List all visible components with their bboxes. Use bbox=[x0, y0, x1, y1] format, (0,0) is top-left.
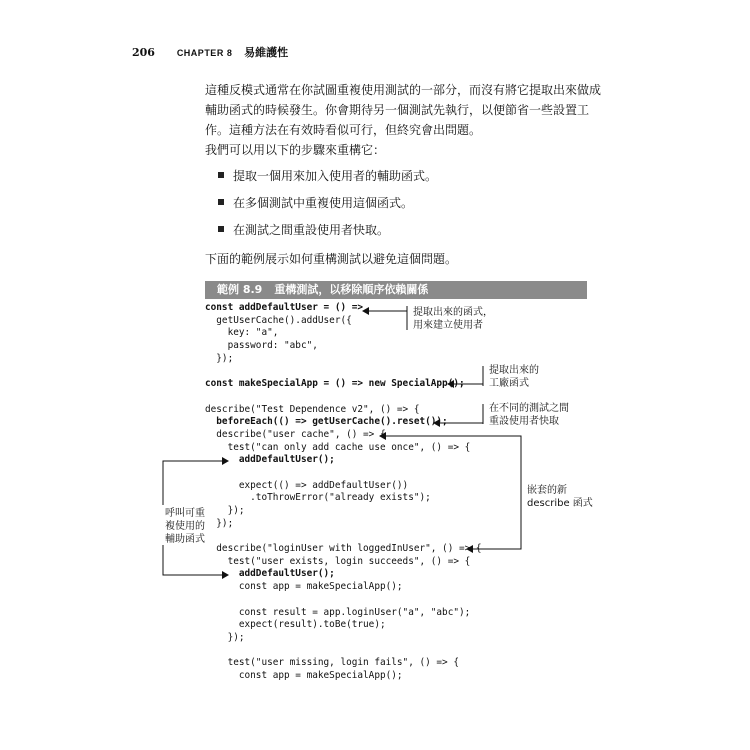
listing-label: 範例 8.9 bbox=[217, 283, 263, 296]
list-item-text: 在多個測試中重複使用這個函式。 bbox=[233, 196, 414, 210]
annotation-line: 工廠函式 bbox=[489, 378, 529, 389]
paragraph-example-intro: 下面的範例展示如何重構測試以避免這個問題。 bbox=[205, 252, 458, 266]
chapter-title: 易維護性 bbox=[244, 46, 289, 59]
code-line: test("user missing, login fails", () => { bbox=[205, 657, 459, 669]
annotation-line: 嵌套的新 bbox=[527, 485, 567, 496]
annotation-line: describe 函式 bbox=[527, 498, 593, 509]
arrow-call-helper-top bbox=[163, 461, 228, 505]
annotation-line: 呼叫可重 bbox=[165, 508, 205, 519]
code-line: }); bbox=[205, 352, 234, 364]
code-line: password: "abc", bbox=[205, 340, 318, 352]
code-line: }); bbox=[205, 517, 234, 529]
code-line: getUserCache().addUser({ bbox=[205, 314, 352, 326]
paragraph-steps-intro: 我們可以用以下的步驟來重構它： bbox=[205, 143, 386, 157]
arrow-call-helper-bottom bbox=[163, 545, 228, 575]
list-item-text: 提取一個用來加入使用者的輔助函式。 bbox=[233, 169, 438, 183]
code-line: addDefaultUser(); bbox=[205, 568, 335, 580]
arrow-nested-describe-top bbox=[380, 436, 521, 495]
code-line: const app = makeSpecialApp(); bbox=[205, 581, 403, 593]
annotation-line: 複使用的 bbox=[165, 521, 205, 532]
code-line: beforeEach(() => getUserCache().reset()); bbox=[205, 416, 448, 428]
code-line: const app = makeSpecialApp(); bbox=[205, 669, 403, 681]
code-line: key: "a", bbox=[205, 327, 279, 339]
listing-title: 重構測試，以移除順序依賴關係 bbox=[274, 283, 429, 296]
code-line: const result = app.loginUser("a", "abc"); bbox=[205, 606, 471, 618]
code-line: describe("Test Dependence v2", () => { bbox=[205, 403, 420, 415]
annotation-line: 輔助函式 bbox=[165, 534, 205, 545]
code-line: addDefaultUser(); bbox=[205, 454, 335, 466]
code-line: const addDefaultUser = () => bbox=[205, 302, 364, 313]
code-line: .toThrowError("already exists"); bbox=[205, 492, 431, 504]
annotation-line: 重設使用者快取 bbox=[489, 416, 559, 427]
annotation-line: 提取出來的 bbox=[489, 365, 539, 376]
annotation-line: 在不同的測試之間 bbox=[489, 403, 569, 414]
list-item-text: 在測試之間重設使用者快取。 bbox=[233, 223, 390, 237]
chapter-label: CHAPTER 8 bbox=[176, 48, 233, 58]
code-line: describe("loginUser with loggedInUser", () => { bbox=[205, 543, 482, 555]
annotation-line: 用來建立使用者 bbox=[413, 320, 483, 331]
code-line: }); bbox=[205, 631, 245, 643]
paragraph-intro: 這種反模式通常在你試圖重複使用測試的一部分，而沒有將它提取出來做成輔助函式的時候發生。你會期待另一個測試先執行，以便節省一些設置工作。這種方法在有效時看似可行，但終究會出問題。 bbox=[205, 83, 602, 137]
arrow-nested-describe-bottom bbox=[467, 495, 521, 549]
code-line: const makeSpecialApp = () => new SpecialApp(); bbox=[205, 378, 465, 390]
code-line: test("user exists, login succeeds", () => { bbox=[205, 555, 471, 567]
code-line: test("can only add cache use once", () => { bbox=[205, 441, 471, 453]
code-line: }); bbox=[205, 505, 245, 516]
code-line: expect(() => addDefaultUser()) bbox=[205, 479, 409, 491]
code-line: expect(result).toBe(true); bbox=[205, 619, 386, 631]
annotation-line: 提取出來的函式， bbox=[413, 307, 493, 318]
code-line: describe("user cache", () => { bbox=[205, 428, 386, 440]
page-number: 206 bbox=[132, 46, 155, 59]
